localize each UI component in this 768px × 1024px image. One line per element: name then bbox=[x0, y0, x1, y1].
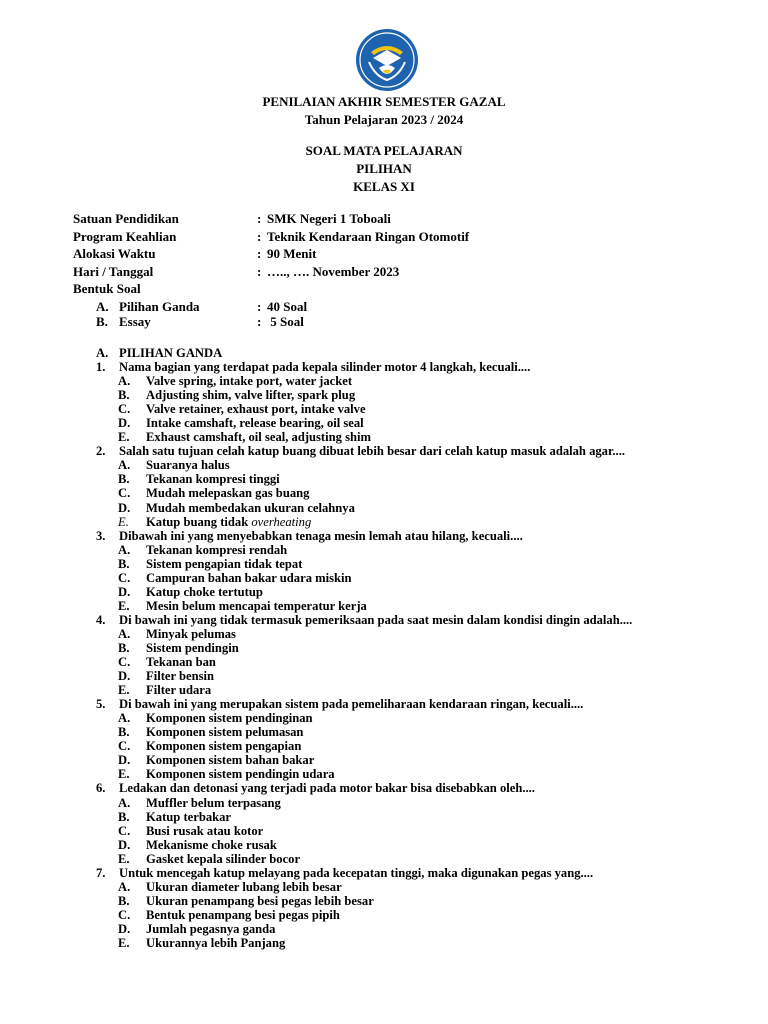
option-text: Intake camshaft, release bearing, oil seal bbox=[146, 416, 364, 431]
option-marker: A. bbox=[118, 458, 131, 473]
section-heading bbox=[96, 346, 632, 360]
list-marker: B. bbox=[96, 314, 108, 329]
option bbox=[96, 852, 632, 866]
option bbox=[96, 374, 632, 388]
option-marker: B. bbox=[118, 556, 130, 571]
exam-title: PENILAIAN AKHIR SEMESTER GAZAL bbox=[262, 94, 506, 109]
info-label: Hari / Tanggal bbox=[73, 264, 154, 279]
option-text: Katup choke tertutup bbox=[146, 584, 263, 599]
question-form-multiple-choice bbox=[96, 299, 307, 314]
option-marker: D. bbox=[118, 584, 131, 599]
option bbox=[96, 599, 632, 613]
option-text: Komponen sistem pengapian bbox=[146, 739, 302, 754]
option-text: Ukuran diameter lubang lebih besar bbox=[146, 879, 342, 894]
option-marker: B. bbox=[118, 893, 130, 908]
option bbox=[96, 669, 632, 683]
option-marker: C. bbox=[118, 907, 131, 922]
option-marker: D. bbox=[118, 500, 131, 515]
option bbox=[96, 430, 632, 444]
question-number: 4. bbox=[96, 612, 106, 627]
option bbox=[96, 711, 632, 725]
option-text: Valve retainer, exhaust port, intake valve bbox=[146, 402, 366, 417]
option-text: Gasket kepala silinder bocor bbox=[146, 851, 301, 866]
option-text: Mudah membedakan ukuran celahnya bbox=[146, 500, 355, 515]
info-colon: : bbox=[257, 211, 262, 226]
section-title: PILIHAN GANDA bbox=[119, 346, 223, 360]
option-text: Muffler belum terpasang bbox=[146, 795, 281, 810]
option bbox=[96, 824, 632, 838]
subject-heading: SOAL MATA PELAJARAN bbox=[305, 143, 463, 158]
option bbox=[96, 753, 632, 767]
option-text: Komponen sistem pendingin udara bbox=[146, 767, 335, 782]
info-row-time bbox=[73, 246, 316, 262]
option-marker: C. bbox=[118, 655, 131, 670]
form-count: 40 Soal bbox=[267, 299, 308, 314]
option-text: Filter bensin bbox=[146, 669, 214, 684]
class-level: KELAS XI bbox=[353, 179, 415, 194]
option bbox=[96, 683, 632, 697]
option-marker: A. bbox=[118, 542, 131, 557]
option-text: Filter udara bbox=[146, 683, 212, 698]
option bbox=[96, 388, 632, 402]
option-marker: E. bbox=[118, 935, 130, 950]
option-marker: B. bbox=[118, 809, 130, 824]
form-label: Essay bbox=[119, 314, 151, 329]
option bbox=[96, 739, 632, 753]
option-marker: A. bbox=[118, 711, 131, 726]
option-text: Jumlah pegasnya ganda bbox=[146, 921, 276, 936]
option-text: Campuran bahan bakar udara miskin bbox=[146, 570, 352, 585]
option-marker: D. bbox=[118, 416, 131, 431]
option-marker: C. bbox=[118, 486, 131, 501]
option-text: Mesin belum mencapai temperatur kerja bbox=[146, 598, 367, 613]
option bbox=[96, 725, 632, 739]
option bbox=[96, 557, 632, 571]
option-marker: C. bbox=[118, 402, 131, 417]
question-form-essay bbox=[96, 314, 304, 329]
form-label: Pilihan Ganda bbox=[119, 299, 200, 314]
option bbox=[96, 472, 632, 486]
question-6 bbox=[96, 781, 632, 795]
option-marker: E. bbox=[118, 767, 130, 782]
option-marker: A. bbox=[118, 795, 131, 810]
option bbox=[96, 402, 632, 416]
option-text: Exhaust camshaft, oil seal, adjusting shim bbox=[146, 430, 371, 445]
subject-name: PILIHAN bbox=[356, 161, 412, 176]
option-text: Katup terbakar bbox=[146, 809, 232, 824]
option-text: Mekanisme choke rusak bbox=[146, 837, 277, 852]
option-text: Komponen sistem bahan bakar bbox=[146, 753, 315, 768]
option-text: Suaranya halus bbox=[146, 458, 230, 473]
option bbox=[96, 543, 632, 557]
info-row-program bbox=[73, 229, 469, 245]
option-text: Katup buang tidak bbox=[146, 514, 252, 529]
info-colon: : bbox=[257, 264, 262, 279]
form-colon: : bbox=[257, 299, 262, 314]
option-marker: E. bbox=[118, 514, 129, 529]
question-text: Nama bagian yang terdapat pada kepala silinder motor 4 langkah, kecuali.... bbox=[119, 360, 531, 375]
option-text: Adjusting shim, valve lifter, spark plug bbox=[146, 388, 356, 403]
option bbox=[96, 894, 632, 908]
form-colon: : bbox=[257, 314, 262, 329]
question-text: Untuk mencegah katup melayang pada kecepatan tinggi, maka digunakan pegas yang.... bbox=[119, 865, 594, 880]
info-colon: : bbox=[257, 229, 262, 244]
question-3 bbox=[96, 529, 632, 543]
option-emphasis: overheating bbox=[251, 514, 312, 529]
option-marker: B. bbox=[118, 388, 130, 403]
question-5 bbox=[96, 697, 632, 711]
option-marker: B. bbox=[118, 472, 130, 487]
tut-wuri-handayani-logo-icon bbox=[355, 28, 419, 92]
option bbox=[96, 458, 632, 472]
option-marker: C. bbox=[118, 739, 131, 754]
option-text: Minyak pelumas bbox=[146, 626, 236, 641]
question-number: 5. bbox=[96, 697, 106, 712]
info-value: SMK Negeri 1 Toboali bbox=[267, 211, 391, 226]
option-marker: A. bbox=[118, 879, 131, 894]
question-list bbox=[96, 346, 632, 950]
option bbox=[96, 922, 632, 936]
section-marker: A. bbox=[96, 346, 109, 360]
option bbox=[96, 641, 632, 655]
question-4 bbox=[96, 613, 632, 627]
option-marker: D. bbox=[118, 753, 131, 768]
question-number: 3. bbox=[96, 528, 106, 543]
option-marker: E. bbox=[118, 851, 130, 866]
option-text: Tekanan ban bbox=[146, 655, 216, 670]
option bbox=[96, 796, 632, 810]
option bbox=[96, 585, 632, 599]
option-marker: B. bbox=[118, 725, 130, 740]
option-text: Tekanan kompresi rendah bbox=[146, 542, 288, 557]
option-marker: A. bbox=[118, 374, 131, 389]
option-text: Ukurannya lebih Panjang bbox=[146, 935, 286, 950]
info-value: 90 Menit bbox=[267, 246, 317, 261]
info-colon: : bbox=[257, 246, 262, 261]
option bbox=[96, 936, 632, 950]
option-text: Mudah melepaskan gas buang bbox=[146, 486, 310, 501]
academic-year: Tahun Pelajaran 2023 / 2024 bbox=[304, 112, 464, 127]
question-number: 7. bbox=[96, 865, 106, 880]
info-value: ….., …. November 2023 bbox=[267, 264, 400, 279]
option-marker: C. bbox=[118, 823, 131, 838]
option-marker: E. bbox=[118, 430, 130, 445]
option bbox=[96, 838, 632, 852]
option-text: Bentuk penampang besi pegas pipih bbox=[146, 907, 340, 922]
question-text: Salah satu tujuan celah katup buang dibuat lebih besar dari celah katup masuk adalah agar.... bbox=[119, 444, 625, 459]
list-marker: A. bbox=[96, 299, 109, 314]
option-marker: D. bbox=[118, 921, 131, 936]
option bbox=[96, 908, 632, 922]
question-2 bbox=[96, 444, 632, 458]
option bbox=[96, 571, 632, 585]
question-text: Dibawah ini yang menyebabkan tenaga mesin lemah atau hilang, kecuali.... bbox=[119, 528, 523, 543]
option bbox=[96, 767, 632, 781]
question-number: 6. bbox=[96, 781, 106, 796]
info-label: Satuan Pendidikan bbox=[73, 211, 179, 226]
info-row-school bbox=[73, 211, 391, 227]
question-1 bbox=[96, 360, 632, 374]
option-text: Busi rusak atau kotor bbox=[146, 823, 264, 838]
option-text: Ukuran penampang besi pegas lebih besar bbox=[146, 893, 374, 908]
option-text: Komponen sistem pelumasan bbox=[146, 725, 304, 740]
option-marker: E. bbox=[118, 683, 130, 698]
info-row-question-form bbox=[73, 281, 257, 297]
option-marker: D. bbox=[118, 837, 131, 852]
info-row-date bbox=[73, 264, 399, 280]
option-marker: C. bbox=[118, 570, 131, 585]
info-label: Program Keahlian bbox=[73, 229, 177, 244]
option-marker: B. bbox=[118, 640, 130, 655]
option-text: Sistem pengapian tidak tepat bbox=[146, 556, 303, 571]
option bbox=[96, 501, 632, 515]
option-text: Valve spring, intake port, water jacket bbox=[146, 374, 353, 389]
option-text: Tekanan kompresi tinggi bbox=[146, 472, 280, 487]
option bbox=[96, 486, 632, 500]
option bbox=[96, 810, 632, 824]
info-label: Bentuk Soal bbox=[73, 281, 141, 296]
option-marker: E. bbox=[118, 598, 130, 613]
question-text: Di bawah ini yang tidak termasuk pemeriksaan pada saat mesin dalam kondisi dingin adalah.... bbox=[119, 612, 633, 627]
option bbox=[96, 627, 632, 641]
option bbox=[96, 655, 632, 669]
question-text: Ledakan dan detonasi yang terjadi pada motor bakar bisa disebabkan oleh.... bbox=[119, 781, 535, 796]
option bbox=[96, 416, 632, 430]
question-7 bbox=[96, 866, 632, 880]
option-text: Sistem pendingin bbox=[146, 640, 239, 655]
info-value: Teknik Kendaraan Ringan Otomotif bbox=[267, 229, 470, 244]
option-marker: D. bbox=[118, 669, 131, 684]
option-marker: A. bbox=[118, 626, 131, 641]
option bbox=[96, 515, 632, 529]
option bbox=[96, 880, 632, 894]
form-count: 5 Soal bbox=[267, 314, 304, 329]
info-label: Alokasi Waktu bbox=[73, 246, 156, 261]
question-text: Di bawah ini yang merupakan sistem pada pemeliharaan kendaraan ringan, kecuali.... bbox=[119, 697, 584, 712]
question-number: 2. bbox=[96, 444, 106, 459]
question-number: 1. bbox=[96, 360, 106, 375]
option-text: Komponen sistem pendinginan bbox=[146, 711, 313, 726]
